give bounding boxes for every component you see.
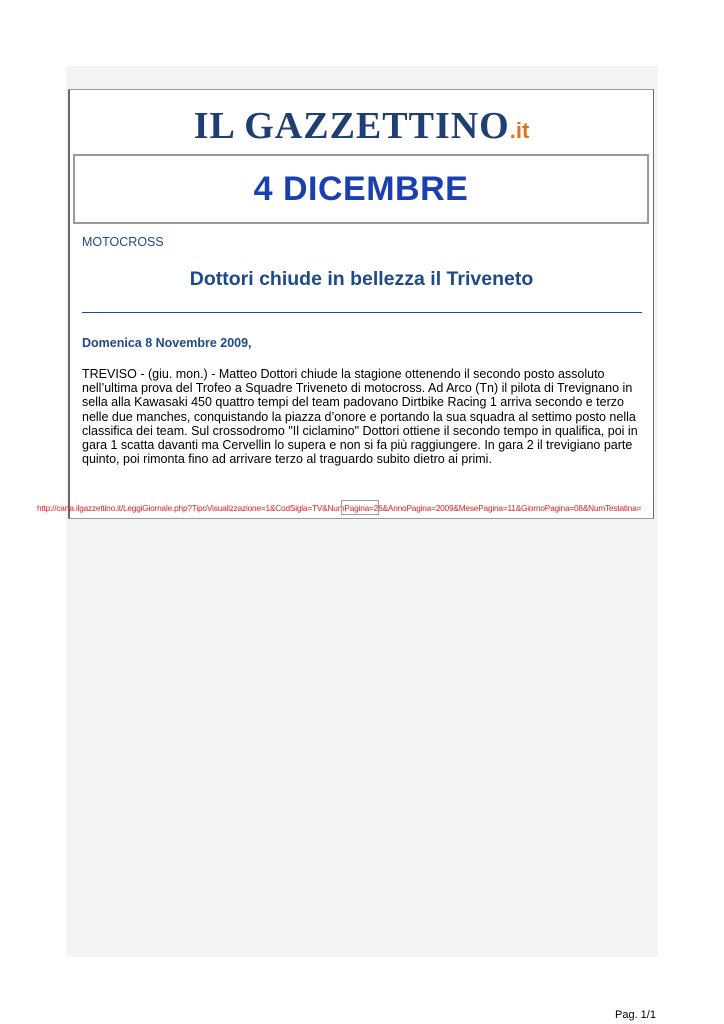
- text-selection-box: [341, 500, 379, 515]
- article-frame: [68, 89, 654, 519]
- source-url-link[interactable]: http://carta.ilgazzettino.it/LeggiGiornale.php?TipoVisualizzazione=1&CodSigla=TV&NumPagina=26&AnnoPagina=2009&MesePagina=11&GiornoPagina=08&NumTestatina=: [37, 503, 642, 513]
- article-dateline: Domenica 8 Novembre 2009,: [82, 336, 252, 350]
- article-body: TREVISO - (giu. mon.) - Matteo Dottori chiude la stagione ottenendo il secondo posto assoluto nell’ultima prova del Trofeo a Squadre Triveneto di motocross. Ad Arco (Tn) il pilota di Trevignano in sella alla Kawasaki 450 quattro tempi del team padovano Dirtbike Racing 1 arriva secondo e terzo nelle due manches, conquistando la piazza d’onore e portando la sua squadra al settimo posto nella classifica dei team. Sul crossodromo "Il ciclamino" Dottori ottiene il secondo tempo in qualifica, poi in gara 1 scatta davanti ma Cervellin lo supera e non si fa più raggiungere. In gara 2 il trevigiano parte quinto, poi rimonta fino ad arrivare terzo al traguardo subito dietro ai primi.: [82, 367, 638, 467]
- section-label: MOTOCROSS: [82, 235, 164, 249]
- logo-name: IL GAZZETTINO: [193, 105, 510, 147]
- article-headline: Dottori chiude in bellezza il Triveneto: [189, 268, 534, 290]
- page-number: Pag. 1/1: [615, 1009, 656, 1021]
- newspaper-logo: [70, 104, 653, 153]
- issue-date-banner: [73, 154, 649, 224]
- issue-date: 4 DICEMBRE: [253, 170, 469, 208]
- logo-tld: .it: [509, 118, 530, 143]
- headline-divider: [82, 312, 642, 313]
